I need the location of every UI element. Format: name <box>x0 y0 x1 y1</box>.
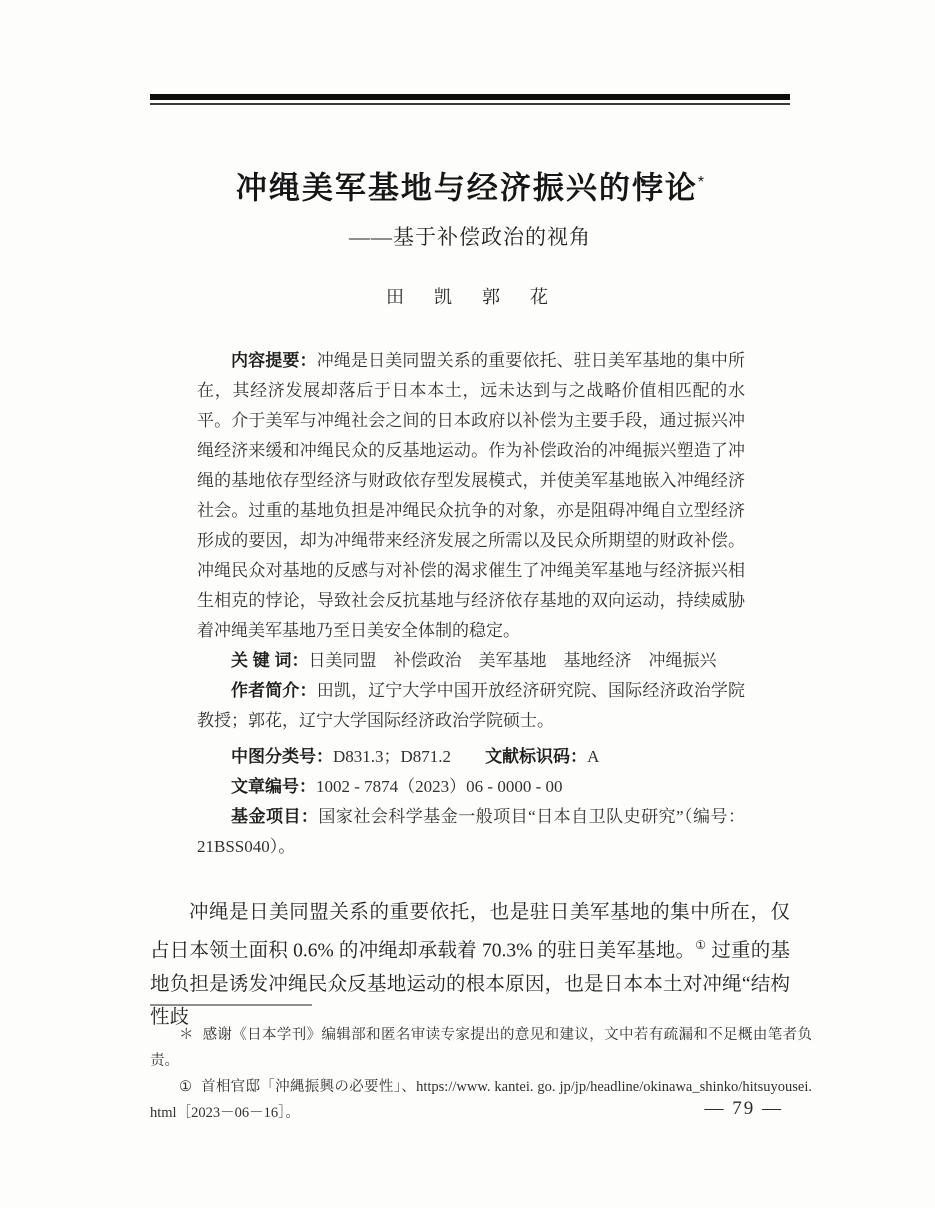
abstract-text: 冲绳是日美同盟关系的重要依托、驻日美军基地的集中所在，其经济发展却落后于日本本土，远未达到与之战略价值相匹配的水平。介于美军与冲绳社会之间的日本政府以补偿为主要手段，通过振兴冲绳经济来缓和冲绳民众的反基地运动。作为补偿政治的冲绳振兴塑造了冲绳的基地依存型经济与财政依存型发展模式，并使美军基地嵌入冲绳经济社会。过重的基地负担是冲绳民众抗争的对象，亦是阻碍冲绳自立型经济形成的要因，却为冲绳带来经济发展之所需以及民众所期望的财政补偿。冲绳民众对基地的反感与对补偿的渴求催生了冲绳美军基地与经济振兴相生相克的悖论，导致社会反抗基地与经济依存基地的双向运动，持续威胁着冲绳美军基地乃至日美安全体制的稳定。 <box>197 351 746 641</box>
keywords-line <box>197 646 745 676</box>
article-title <box>150 163 790 208</box>
article-title-text: 冲绳美军基地与经济振兴的悖论 <box>235 170 698 206</box>
page-number: — 79 — <box>704 1098 783 1119</box>
fund-line <box>197 802 745 862</box>
front-matter <box>197 346 745 862</box>
body-part1: 冲绳是日美同盟关系的重要依托，也是驻日美军基地的集中所在，仅占日本领土面积 0.6% 的冲绳却承载着 70.3% 的驻日美军基地。 <box>150 902 790 962</box>
header-rule-thick <box>150 94 790 100</box>
footnote-1-text: 首相官邸「沖縄振興の必要性」、https://www. kantei. go. jp/jp/headline/okinawa_shinko/hitsuyousei. html［2023－06－16］。 <box>150 1079 813 1121</box>
article-id-value: 1002 - 7874（2023）06 - 0000 - 00 <box>316 777 563 797</box>
doc-code-value: A <box>587 747 600 767</box>
fund-label: 基金项目： <box>231 807 319 827</box>
clc-value: D831.3；D871.2 <box>333 747 452 767</box>
article-id-line <box>197 772 745 802</box>
bio-line <box>197 676 745 736</box>
article-id-label: 文章编号： <box>231 777 316 797</box>
body-part2: 过重的基地负担是诱发冲绳民众反基地运动的根本原因，也是日本本土对冲绳“结构性歧 <box>150 940 790 1028</box>
header-rule-thin <box>150 103 790 105</box>
bio-label: 作者简介： <box>231 681 317 701</box>
keywords-label: 关 键 词： <box>231 651 309 671</box>
footnote-star-marker: ＊ <box>179 1027 194 1043</box>
abstract-paragraph <box>197 346 745 646</box>
bio-text: 田凯，辽宁大学中国开放经济研究院、国际经济政治学院教授；郭花，辽宁大学国际经济政治学院硕士。 <box>197 681 746 731</box>
fund-value: 国家社会科学基金一般项目“日本自卫队史研究”（编号：21BSS040）。 <box>197 807 746 857</box>
footnote-1-marker: ① <box>179 1079 193 1095</box>
footnote-star-text: 感谢《日本学刊》编辑部和匿名审读专家提出的意见和建议，文中若有疏漏和不足概由笔者负责。 <box>150 1027 812 1069</box>
clc-label: 中图分类号： <box>231 747 333 767</box>
keywords-text: 日美同盟 补偿政治 美军基地 基地经济 冲绳振兴 <box>308 651 717 671</box>
footnote-divider <box>150 1004 312 1006</box>
doc-code-label: 文献标识码： <box>485 747 588 767</box>
title-footnote-marker: * <box>697 174 705 191</box>
header-double-rule <box>150 94 790 105</box>
abstract-label: 内容提要： <box>231 351 317 371</box>
clc-line <box>197 742 745 772</box>
article-subtitle: ——基于补偿政治的视角 <box>349 225 591 250</box>
footnote-ref-1: ① <box>695 938 707 953</box>
authors: 田 凯 郭 花 <box>386 287 554 308</box>
footnote-star <box>150 1022 812 1074</box>
